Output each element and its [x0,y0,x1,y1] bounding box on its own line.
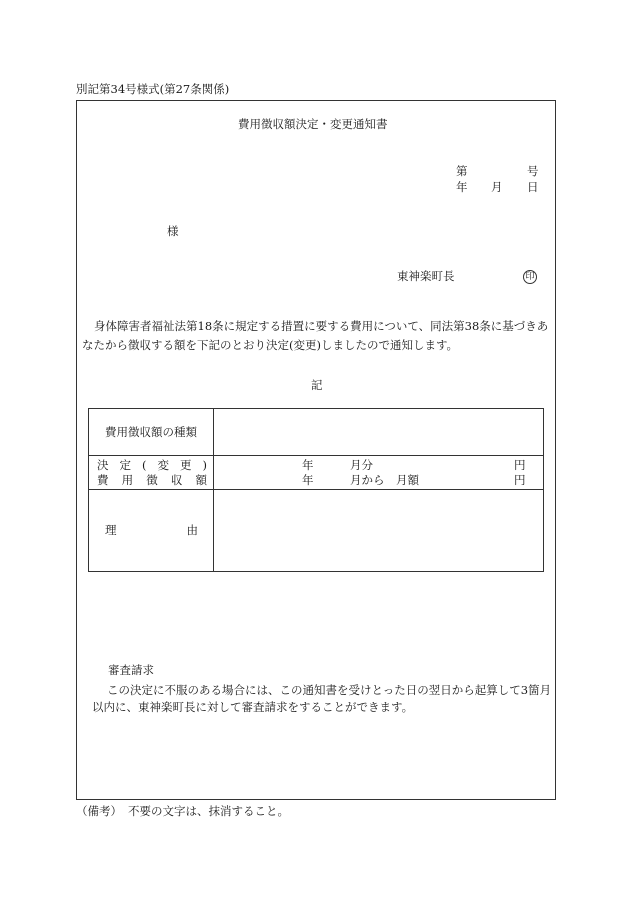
label-fee-type: 費用徴収額の種類 [105,425,197,439]
appeal-body [92,682,552,716]
row2-year-1: 年 [302,458,314,472]
appeal-heading: 審査請求 [108,663,154,677]
form-id: 別記第34号様式(第27条関係) [76,82,230,96]
label-char: 理 [105,523,117,537]
note-text: 不要の文字は、抹消すること。 [128,804,289,818]
date-year: 年 [456,180,468,194]
label-char: ( [142,458,147,472]
recipient-suffix: 様 [167,224,179,238]
label-char: 由 [186,523,198,537]
table-column-divider [213,409,214,571]
row2-yen-2: 円 [514,473,526,487]
label-char: 更 [180,458,192,472]
number-prefix: 第 [456,164,468,178]
date-day: 日 [527,180,539,194]
number-suffix: 号 [527,164,539,178]
label-char: 収 [170,473,183,487]
label-char: 定 [119,458,131,472]
note-label: （備考） [76,804,122,818]
ki-heading: 記 [311,378,323,392]
label-char: 用 [121,473,134,487]
label-char: 徴 [146,473,158,487]
row2-yen-1: 円 [514,458,526,472]
issuer-name: 東神楽町長 [397,269,455,283]
label-char: ) [202,458,207,472]
table-divider-2 [89,489,543,490]
detail-table [88,408,544,572]
seal-mark: 印 [523,270,537,284]
row2-monthly: 月額 [396,473,419,487]
row2-month-from: 月から [350,473,385,487]
label-char: 額 [195,473,207,487]
notice-body [82,317,552,355]
row2-month-portion: 月分 [350,458,373,472]
appeal-body-text: この決定に不服のある場合には、この通知書を受けとった日の翌日から起算して3箇月以内に、東神楽町長に対して審査請求をすることができます。 [92,683,552,714]
date-month: 月 [491,180,503,194]
label-char: 決 [97,458,109,472]
notice-body-text: 身体障害者福祉法第18条に規定する措置に要する費用について、同法第38条に基づきあなたから徴収する額を下記のとおり決定(変更)しましたので通知します。 [82,319,549,352]
label-collection-amount [97,475,207,487]
document-title: 費用徴収額決定・変更通知書 [238,117,388,131]
label-char: 費 [97,473,109,487]
label-decision-change [97,460,207,472]
table-divider-1 [89,455,543,456]
label-reason [105,525,198,537]
label-char: 変 [157,458,169,472]
row2-year-2: 年 [302,473,314,487]
